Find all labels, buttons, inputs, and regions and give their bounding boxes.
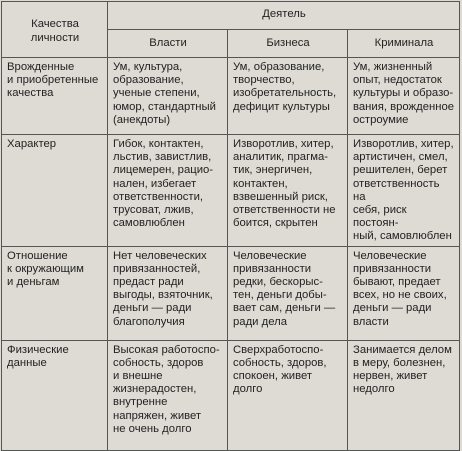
row-header: Врожденные и приобретенные качества (2, 58, 108, 135)
table-cell: Сверхработоспо- собность, здоров, спокоен, живет долго (228, 340, 348, 450)
table-cell: Высокая работоспо- собность, здоров и внешне жизнерадостен, внутренне напряжен, живет не очень долго (108, 340, 228, 450)
column-header-criminal: Криминала (348, 30, 460, 58)
table-cell: Изворотлив, хитер, артистичен, смел, решителен, берет ответственность на себя, риск постоян- ный, самовлюблен (348, 135, 460, 247)
row-header: Характер (2, 135, 108, 247)
header-row-1 (2, 2, 460, 30)
table-cell: Нет человеческих привязанностей, предаст ради выгоды, взяточник, деньги — ради благополучия (108, 246, 228, 340)
table-cell: Занимается делом в меру, болезнен, нервен, живет недолго (348, 340, 460, 450)
table-cell: Гибок, контактен, льстив, завистлив, лицемерен, рацио- нален, избегает ответственности, трусоват, лжив, самовлюблен (108, 135, 228, 247)
table-cell: Ум, культура, образование, ученые степени, юмор, стандартный (анекдоты) (108, 58, 228, 135)
column-header-business: Бизнеса (228, 30, 348, 58)
table-cell: Ум, образование, творчество, изобретательность, дефицит культуры (228, 58, 348, 135)
table-row (2, 340, 460, 450)
row-header: Отношение к окружающим и деньгам (2, 246, 108, 340)
table-cell: Ум, жизненный опыт, недостаток культуры и образо- вания, врожденное остроумие (348, 58, 460, 135)
comparison-table (1, 1, 460, 451)
column-header-power: Власти (108, 30, 228, 58)
table-cell: Изворотлив, хитер, аналитик, прагма- тик, энергичен, контактен, взвешенный риск, ответственности не боится, скрытен (228, 135, 348, 247)
group-header: Деятель (108, 2, 460, 30)
table-row (2, 135, 460, 247)
table-cell: Человеческие привязанности бывают, предает всех, но не своих, деньги — ради власти (348, 246, 460, 340)
table-row (2, 58, 460, 135)
table-cell: Человеческие привязанности редки, бескорыс- тен, деньги добы- вает сам, деньги — ради дела (228, 246, 348, 340)
row-header: Физические данные (2, 340, 108, 450)
table-row (2, 246, 460, 340)
corner-header: Качества личности (2, 2, 108, 58)
